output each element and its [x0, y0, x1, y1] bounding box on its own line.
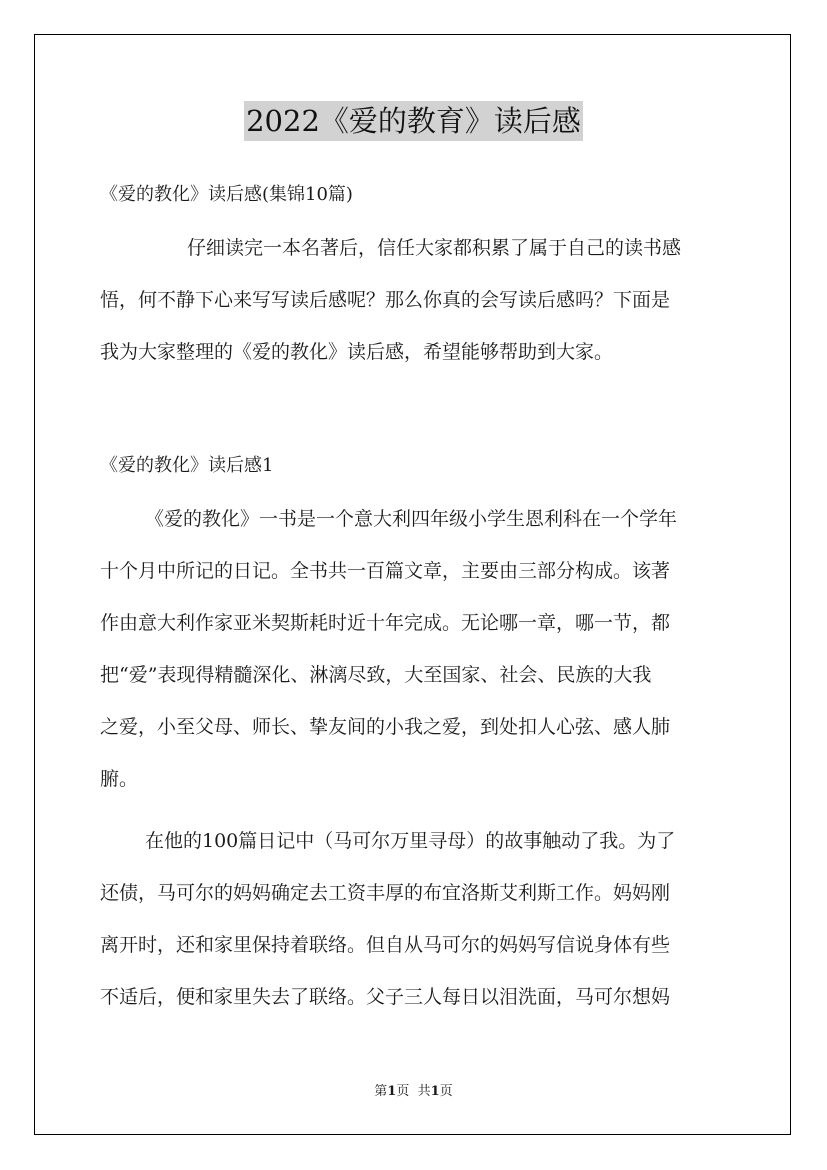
paragraph-line: 之爱，小至父母、师长、挚友间的小我之爱，到处扣人心弦、感人肺 — [100, 716, 671, 738]
paragraph-line: 十个月中所记的日记。全书共一百篇文章，主要由三部分构成。该著 — [100, 560, 671, 582]
title-container — [0, 101, 827, 141]
intro-line: 悟，何不静下心来写写读后感呢？那么你真的会写读后感吗？下面是 — [100, 289, 671, 311]
section-heading: 《爱的教化》读后感1 — [100, 455, 274, 476]
page-current-number: 1 — [387, 1084, 397, 1099]
paragraph-line: 《爱的教化》一书是一个意大利四年级小学生恩利科在一个学年 — [145, 508, 678, 530]
total-prefix: 共 — [417, 1084, 431, 1099]
body-paragraph-1 — [100, 493, 730, 805]
document-subtitle: 《爱的教化》读后感(集锦10篇) — [100, 184, 353, 205]
paragraph-line: 把“爱”表现得精髓深化、淋漓尽致，大至国家、社会、民族的大我 — [100, 664, 652, 686]
page-footer — [0, 1083, 827, 1101]
paragraph-line: 离开时，还和家里保持着联络。但自从马可尔的妈妈写信说身体有些 — [100, 934, 671, 956]
paragraph-line: 不适后，便和家里失去了联络。父子三人每日以泪洗面，马可尔想妈 — [100, 986, 671, 1008]
document-title: 2022《爱的教育》读后感 — [244, 101, 583, 141]
intro-line: 我为大家整理的《爱的教化》读后感，希望能够帮助到大家。 — [100, 341, 614, 363]
paragraph-line: 腑。 — [100, 768, 139, 790]
page-suffix: 页 — [396, 1084, 410, 1099]
intro-paragraph — [100, 222, 730, 378]
total-pages-number: 1 — [430, 1084, 440, 1099]
paragraph-line: 还债，马可尔的妈妈确定去工资丰厚的布宜洛斯艾利斯工作。妈妈刚 — [100, 882, 671, 904]
paragraph-line: 在他的100篇日记中（马可尔万里寻母）的故事触动了我。为了 — [145, 830, 676, 852]
paragraph-line: 作由意大利作家亚米契斯耗时近十年完成。无论哪一章，哪一节，都 — [100, 612, 671, 634]
page-prefix: 第 — [374, 1084, 388, 1099]
intro-line: 仔细读完一本名著后，信任大家都积累了属于自己的读书感 — [187, 237, 682, 259]
total-suffix: 页 — [439, 1084, 453, 1099]
body-paragraph-2 — [100, 815, 730, 1023]
